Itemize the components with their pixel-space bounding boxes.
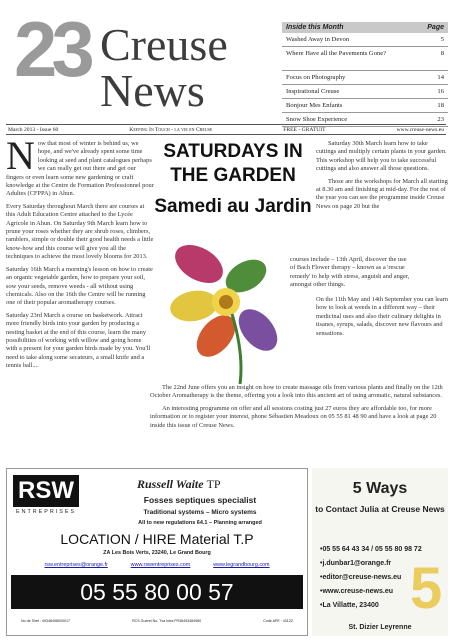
toc-row-title: Washed Away in Devon	[286, 36, 350, 43]
article-paragraph: Saturday 16th March a morning's lesson on how to create an organic vegetable garden, how to prepare your soil, sow your seeds, remove weeds - all without using chemicals. Also on the 16th the Centre will be running one of their popular aromatherapy courses.	[6, 265, 153, 307]
masthead-number: 23	[14, 5, 89, 93]
headline-french: Samedi au Jardin	[154, 196, 312, 217]
toc-row-page: 16	[437, 88, 444, 95]
rsw-advert[interactable]	[6, 468, 308, 636]
flower-collage-image	[154, 224, 324, 384]
article-paragraph: The 22nd June offers you an insight on how to create massage oils from various plants and finally on the 12th October Aromatherapy is the theme, offering you a look into this ancient art of using aromatic, natural substances.	[150, 384, 443, 400]
ad-legal-ape: Code APE : 4312Z	[263, 619, 293, 623]
toc-header-title: Inside this Month	[286, 24, 344, 31]
article-paragraph: ow that most of winter is behind us, we hope, and we've already spent some time looking at seed and plant catalogues perhaps we can really get out there and get our fingers or even learn some new gardening or craft knowledge at the Centre de Formation Professionnel pour Adultes (CFPPA) in Ahun.	[6, 140, 154, 198]
svg-text:5: 5	[410, 556, 443, 614]
ad-regulations: All to new regulations 64.1 – Planning arranged	[138, 520, 262, 526]
masthead-title-line1: Creuse	[100, 19, 228, 70]
masthead	[6, 6, 268, 122]
contact-phone[interactable]: • 05 55 64 43 34 / 05 55 80 98 72	[320, 546, 422, 553]
ad-specialism: Fosses septiques specialist	[143, 495, 257, 505]
ad-town-link[interactable]: www.legrandbourg.com	[213, 562, 270, 568]
contact-email-1[interactable]: • j.dunbar1@orange.fr	[320, 560, 422, 567]
issue-number: March 2013 - Issue 60	[8, 126, 59, 133]
company-name	[137, 477, 221, 492]
article-paragraph: Saturday 30th March learn how to take cuttings and multiply certain plants in your garden. This workshop will help you to take successful cuttings and also answer all those questions.	[316, 140, 447, 173]
headline-english: SATURDAYS IN THE GARDEN	[163, 141, 303, 186]
toc-header-page: Page	[427, 24, 444, 31]
toc-row-title: Inspirational Creuse	[286, 88, 340, 95]
contact-website[interactable]: • www.creuse-news.eu	[320, 588, 422, 595]
issue-strip	[6, 124, 446, 135]
toc-row-title: Where Have all the Pavements Gone?	[286, 50, 387, 57]
article-paragraph: Every Saturday throughout March there are courses at this Adult Education Centre attached to the Lycée Agricole in Ahun. On Saturday 9th March learn how to prune your roses whether they are shrub roses, climbers, ramblers, simple or double their good health needs a little know-how and this course will give you all the techniques to achieve the most lovely blooms for 2013.	[6, 202, 154, 261]
ad-legal-siret: No de Siret : 49348498000017	[21, 619, 70, 623]
ad-email-link[interactable]: rsw.entreprises@orange.fr	[44, 562, 108, 568]
rsw-logo-subtitle: ENTREPRISES	[15, 509, 77, 515]
toc-row-title: Focus on Photography	[286, 74, 346, 81]
article-bottom	[150, 384, 448, 434]
contact-town: St. Dizier Leyrenne	[348, 624, 412, 631]
drop-cap: N	[6, 133, 35, 178]
tagline: Keeping In Touch - la vie en Creuse	[129, 126, 213, 133]
ad-legal	[11, 619, 303, 623]
contact-subtitle: to Contact Julia at Creuse News	[315, 504, 445, 514]
rsw-logo: RSW	[13, 475, 79, 507]
ad-website-link[interactable]: www.rswentreprises.com	[130, 562, 191, 568]
article-paragraph: courses include – 13th April, discover the use of Bach Flower therapy – known as a 'rescue remedy' to help with stress, anguish and anger, amongst other things.	[290, 256, 410, 289]
article-paragraph: Those are the workshops for March all starting at 8.30 am and finishing at mid-day. For the rest of the year you can see the programme inside Creuse News on page 20 but the	[316, 177, 448, 210]
ad-address: ZA Les Bois Verts, 23240, Le Grand Bourg	[103, 550, 211, 556]
toc-row[interactable]	[282, 99, 448, 113]
ad-legal-rcs: RCS Guéret No. Tva Intra FR38493484980	[132, 619, 202, 623]
price: FREE - GRATUIT	[283, 126, 326, 133]
contact-advert	[312, 468, 448, 636]
toc-row[interactable]	[282, 47, 448, 71]
masthead-title-line2: News	[100, 65, 205, 116]
toc-row-page: 8	[440, 50, 444, 57]
article-mid-paragraph	[150, 256, 410, 294]
ad-location-hire: LOCATION / HIRE Material T.P	[60, 531, 254, 547]
toc-row-title: Snow Shoe Experience	[286, 116, 348, 123]
toc-header	[282, 22, 448, 33]
table-of-contents	[282, 22, 448, 127]
company-name-text: Russell Waite	[137, 477, 204, 491]
article-right-paragraph	[316, 296, 448, 342]
contact-list	[320, 546, 422, 616]
article-paragraph: An interesting programme on offer and all sessions costing just 27 euros they are affordable too, for more information or to register your interest, phone Sébastien Meadoux on 05 55 81 48 90 and have a look at page 20 inside this issue of Creuse News.	[150, 404, 437, 429]
contact-address: • La Villatte, 23400	[320, 602, 422, 609]
article-paragraph: Saturday 23rd March a course on basketwork. Attract more friendly birds into your garden by producing a nesting basket at the end of this course, learn the many possibilities of working with willow and going home with a present for your garden birds made by you. You'll need to take along some secateurs, a small knife and a tennis ball....	[6, 311, 151, 370]
article-paragraph: On the 11th May and 14th September you can learn how to look at weeds in a different way – their medicinal uses and also their culinary delights in tisanes, syrups, salads, discover new flavours and sensations.	[316, 296, 448, 337]
toc-row[interactable]	[282, 85, 448, 99]
toc-row-page: 14	[437, 74, 444, 81]
toc-row[interactable]	[282, 33, 448, 47]
toc-row-title: Bonjour Mes Enfants	[286, 102, 343, 109]
contact-email-2[interactable]: • editor@creuse-news.eu	[320, 574, 422, 581]
site-url[interactable]: www.creuse-news.eu	[396, 126, 444, 133]
toc-row-page: 18	[437, 102, 444, 109]
toc-row-page: 23	[437, 116, 444, 123]
ad-systems: Traditional systems – Micro systems	[143, 509, 257, 516]
toc-row[interactable]	[282, 71, 448, 85]
ad-phone[interactable]: 05 55 80 00 57	[11, 575, 303, 609]
article-column-1	[6, 133, 154, 375]
ad-links	[11, 562, 303, 568]
contact-title: 5 Ways	[352, 480, 408, 497]
company-name-tp: TP	[206, 477, 221, 491]
toc-row-page: 5	[440, 36, 444, 43]
article-column-3	[316, 140, 448, 215]
